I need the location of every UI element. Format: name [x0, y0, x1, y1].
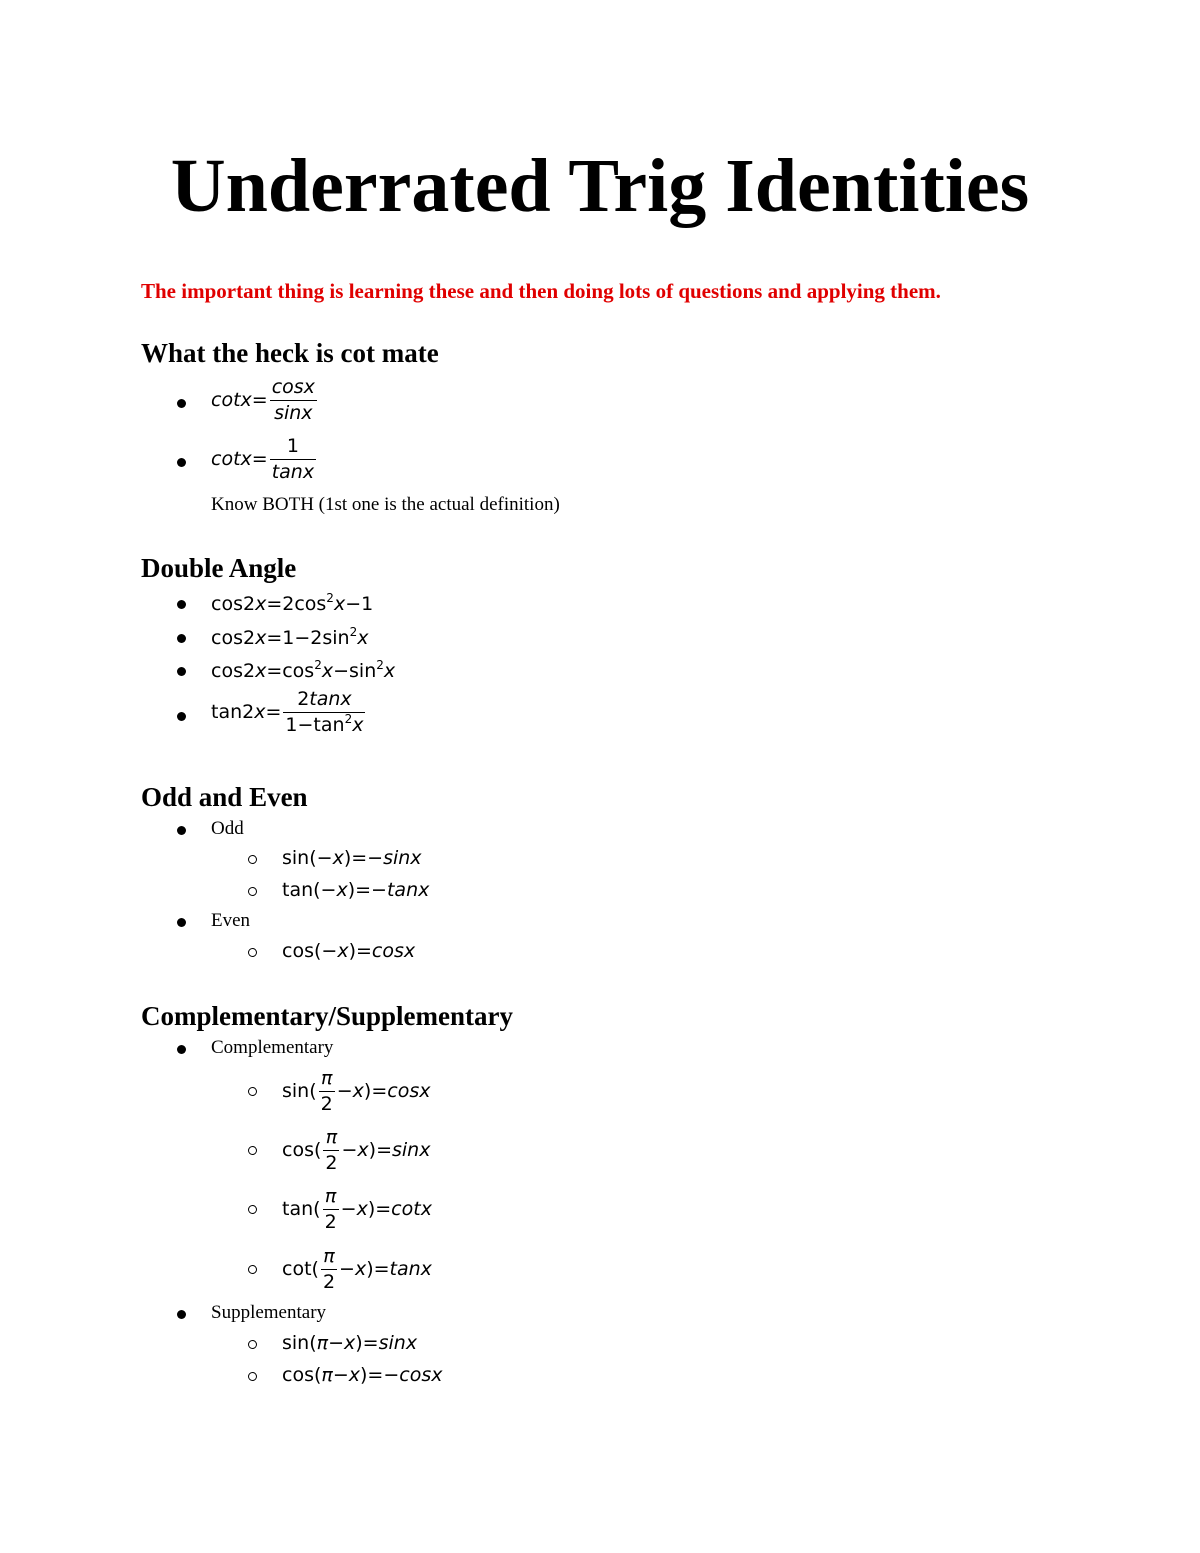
- even-label: Even: [211, 910, 251, 931]
- sub-bullet: [248, 855, 257, 864]
- sub-bullet: [248, 948, 257, 957]
- bullet: [177, 712, 186, 721]
- formula-cos-double-2: $\cos 2x=1-2\sin^2x$: [211, 625, 369, 649]
- intro-note: The important thing is learning these and then doing lots of questions and applying them.: [141, 279, 941, 303]
- page-title: Underrated Trig Identities: [170, 144, 1030, 228]
- bullet: [177, 667, 186, 676]
- sub-bullet: [248, 1205, 257, 1214]
- formula-sin-supplementary: sin(π−x)=sinx: [282, 1332, 418, 1354]
- formula-cos-complementary: cos( $\frac{\pi}{2}$ −x)=sinx: [282, 1126, 431, 1174]
- complementary-label: Complementary: [211, 1037, 334, 1058]
- formula-tan-double: tan2x= $\frac{2\tan x}{1-\tan^2x}$: [211, 688, 364, 736]
- formula-cos-double-1: $\cos 2x=2\cos^2x-1$: [211, 591, 374, 615]
- odd-label: Odd: [211, 818, 244, 839]
- sub-bullet: [248, 1146, 257, 1155]
- sub-bullet: [248, 887, 257, 896]
- section-heading-odd-even: Odd and Even: [141, 782, 308, 812]
- sub-bullet: [248, 1340, 257, 1349]
- supplementary-label: Supplementary: [211, 1302, 327, 1323]
- formula-cot-complementary: cot( $\frac{\pi}{2}$ −x)=tanx: [282, 1245, 432, 1293]
- sub-bullet: [248, 1265, 257, 1274]
- bullet: [177, 600, 186, 609]
- formula-cos-even: cos(−x)=cosx: [282, 940, 416, 962]
- bullet: [177, 1045, 186, 1054]
- cot-note: Know BOTH (1st one is the actual definition): [211, 494, 560, 515]
- sub-bullet: [248, 1087, 257, 1096]
- bullet: [177, 399, 186, 408]
- formula-tan-odd: tan(−x)=−tanx: [282, 879, 430, 901]
- bullet: [177, 458, 186, 467]
- section-heading-cot: What the heck is cot mate: [141, 338, 439, 368]
- bullet: [177, 634, 186, 643]
- formula-cos-double-3: $\cos 2x=\cos^2x-\sin^2x$: [211, 658, 396, 682]
- section-heading-double-angle: Double Angle: [141, 553, 297, 583]
- formula-cos-supplementary: cos(π−x)=−cosx: [282, 1364, 443, 1386]
- bullet: [177, 1310, 186, 1319]
- formula-cot-definition: cotx= $\frac{\cos x}{\sin x}$: [211, 376, 315, 424]
- formula-sin-complementary: sin( $\frac{\pi}{2}$ −x)=cosx: [282, 1067, 431, 1115]
- bullet: [177, 826, 186, 835]
- formula-sin-odd: sin(−x)=−sinx: [282, 847, 422, 869]
- sub-bullet: [248, 1372, 257, 1381]
- section-heading-comp-supp: Complementary/Supplementary: [141, 1001, 513, 1031]
- bullet: [177, 918, 186, 927]
- formula-tan-complementary: tan( $\frac{\pi}{2}$ −x)=cotx: [282, 1185, 432, 1233]
- formula-cot-reciprocal: cotx= $\frac{1}{\tan x}$: [211, 435, 315, 483]
